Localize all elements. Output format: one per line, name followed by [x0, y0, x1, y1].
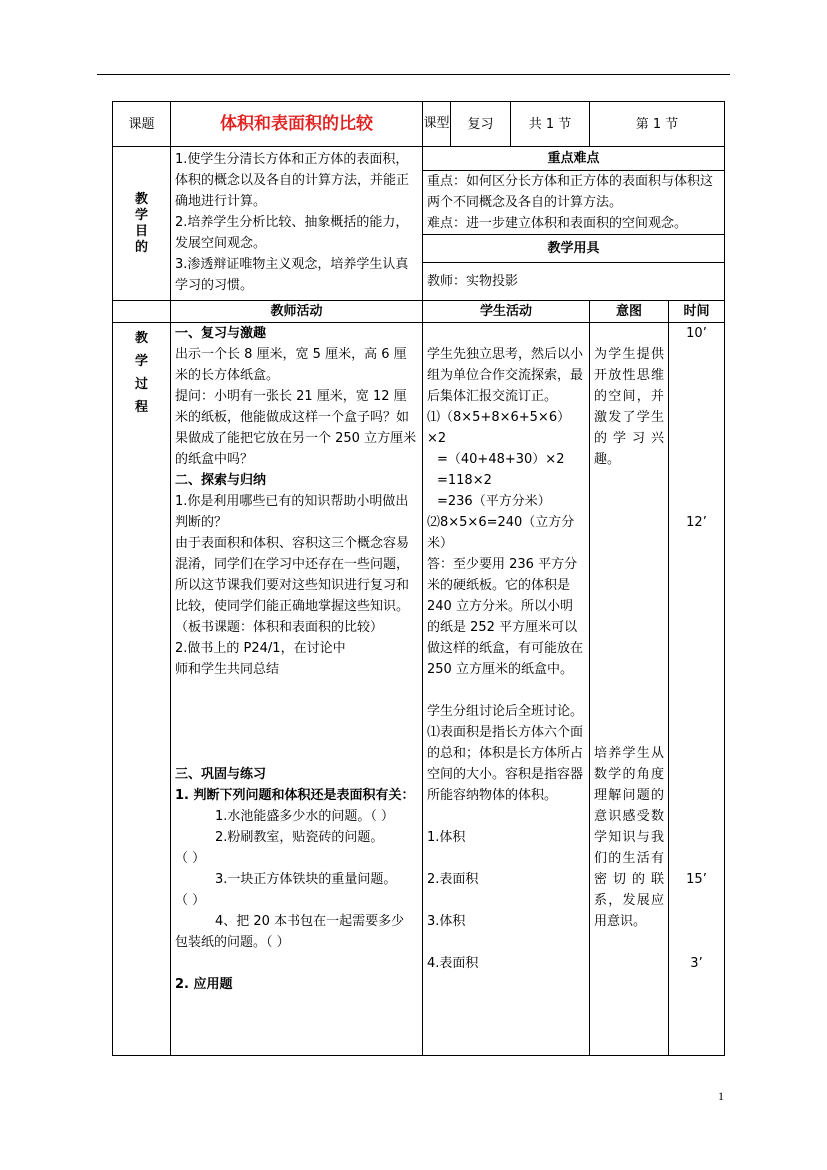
practice-item-3-blank: （ ） — [175, 893, 206, 908]
key-points-heading: 重点难点 — [423, 147, 725, 171]
process-label-cell — [113, 323, 171, 1056]
subject-label: 课题 — [113, 102, 171, 147]
time-4: 3’ — [690, 956, 703, 971]
section-review-title: 一、复习与激趣 — [175, 326, 267, 341]
application-problem-title: 2. 应用题 — [175, 977, 233, 992]
session-number: 第 1 节 — [590, 102, 725, 147]
student-activity-cell — [423, 323, 590, 1056]
time-2: 12’ — [686, 515, 707, 530]
time-1: 10’ — [686, 326, 707, 341]
header-rule — [97, 74, 730, 75]
intent-cell — [590, 323, 669, 1056]
teacher-activity-heading: 教师活动 — [171, 301, 423, 323]
objective-1: 1.使学生分清长方体和正方体的表面积，体积的概念以及各自的计算方法，并能正确地进行计算。 — [175, 152, 410, 209]
practice-question: 1. 判断下列问题和体积还是表面积有关： — [175, 788, 415, 803]
student-calc-1: ⑴（8×5+8×6+5×6）×2 — [427, 410, 571, 446]
process-header-empty — [113, 301, 171, 323]
student-answer-2: 2.表面积 — [427, 872, 479, 887]
time-cell — [669, 323, 725, 1056]
student-answer-1: 1.体积 — [427, 830, 466, 845]
key-points-cell — [423, 171, 725, 235]
type-value: 复习 — [451, 102, 511, 147]
student-answer-3: 3.体积 — [427, 914, 466, 929]
intent-paragraph-1: 为学生提供开放性思维的空间，并激发了学生的学习兴趣。 — [594, 347, 664, 467]
section-practice-title: 三、巩固与练习 — [175, 767, 267, 782]
lesson-title: 体积和表面积的比较 — [171, 102, 423, 147]
objectives-label: 教学目的 — [135, 191, 149, 255]
type-label: 课型 — [423, 102, 451, 147]
explore-paragraph-1: 1.你是利用哪些已有的知识帮助小明做出判断的？ — [175, 494, 409, 530]
student-calc-3: =118×2 — [437, 473, 492, 488]
time-heading: 时间 — [669, 301, 725, 323]
student-paragraph-2: 学生分组讨论后全班讨论。⑴表面积是指长方体六个面的总和；体积是长方体所占空间的大小。容积是指容器所能容纳物体的体积。 — [427, 704, 584, 803]
difficulty-point: 难点：进一步建立体积和表面积的空间观念。 — [427, 216, 688, 231]
materials-heading: 教学用具 — [423, 235, 725, 263]
practice-item-2: 2.粉刷教室，贴瓷砖的问题。 — [215, 830, 384, 845]
practice-item-1: 1.水池能盛多少水的问题。（ ） — [215, 809, 395, 824]
teacher-activity-cell — [171, 323, 423, 1056]
explore-paragraph-2: 由于表面积和体积、容积这三个概念容易混淆，同学们在学习中还存在一些问题，所以这节课我们要对这些知识进行复习和比较，使同学们能正确地掌握这些知识。（板书课题：体积和表面积的比较） — [175, 536, 410, 635]
explore-paragraph-3: 2.做书上的 P24/1，在讨论中 — [175, 641, 346, 656]
practice-item-4: 4、把 20 本书包在一起需要多少 — [215, 914, 405, 929]
intent-paragraph-2: 培养学生从数学的角度理解问题的意识感受数学知识与我们的生活有密切的联系，发展应用意识。 — [594, 746, 664, 929]
practice-item-4-cont: 包装纸的问题。（ ） — [175, 935, 290, 950]
objective-2: 2.培养学生分析比较、抽象概括的能力，发展空间观念。 — [175, 215, 409, 251]
practice-item-2-blank: （ ） — [175, 851, 206, 866]
total-sessions: 共 1 节 — [511, 102, 590, 147]
section-explore-title: 二、探索与归纳 — [175, 473, 267, 488]
explore-paragraph-4: 师和学生共同总结 — [175, 662, 280, 677]
student-calc-4: =236（平方分米） — [437, 494, 551, 509]
student-answer: 答：至少要用 236 平方分米的硬纸板。它的体积是 240 立方分米。所以小明的纸是 252 平方厘米可以做这样的纸盒，有可能放在 250 立方厘米的纸盒中。 — [427, 557, 584, 677]
student-answer-4: 4.表面积 — [427, 956, 479, 971]
practice-item-3: 3.一块正方体铁块的重量问题。 — [215, 872, 397, 887]
student-calc-2: =（40+48+30）×2 — [437, 452, 565, 467]
review-paragraph-2: 提问：小明有一张长 21 厘米，宽 12 厘米的纸板，他能做成这样一个盒子吗？如果做成了能把它放在另一个 250 立方厘米的纸盒中吗？ — [175, 389, 417, 467]
time-3: 15’ — [686, 872, 707, 887]
process-label: 教学过程 — [135, 331, 149, 415]
page-number: 1 — [718, 1089, 724, 1103]
objectives-label-cell — [113, 147, 171, 301]
objectives-cell — [171, 147, 423, 301]
student-calc-5: ⑵8×5×6=240（立方分米） — [427, 515, 575, 551]
review-paragraph-1: 出示一个长 8 厘米，宽 5 厘米，高 6 厘米的长方体纸盒。 — [175, 347, 407, 383]
intent-heading: 意图 — [590, 301, 669, 323]
objective-3: 3.渗透辩证唯物主义观念，培养学生认真学习的习惯。 — [175, 257, 409, 293]
student-activity-heading: 学生活动 — [423, 301, 590, 323]
student-paragraph-1: 学生先独立思考，然后以小组为单位合作交流探索，最后集体汇报交流订正。 — [427, 347, 584, 404]
key-point: 重点：如何区分长方体和正方体的表面积与体积这两个不同概念及各自的计算方法。 — [427, 174, 714, 210]
lesson-plan-table — [112, 101, 725, 1056]
materials-value: 教师：实物投影 — [423, 263, 725, 301]
